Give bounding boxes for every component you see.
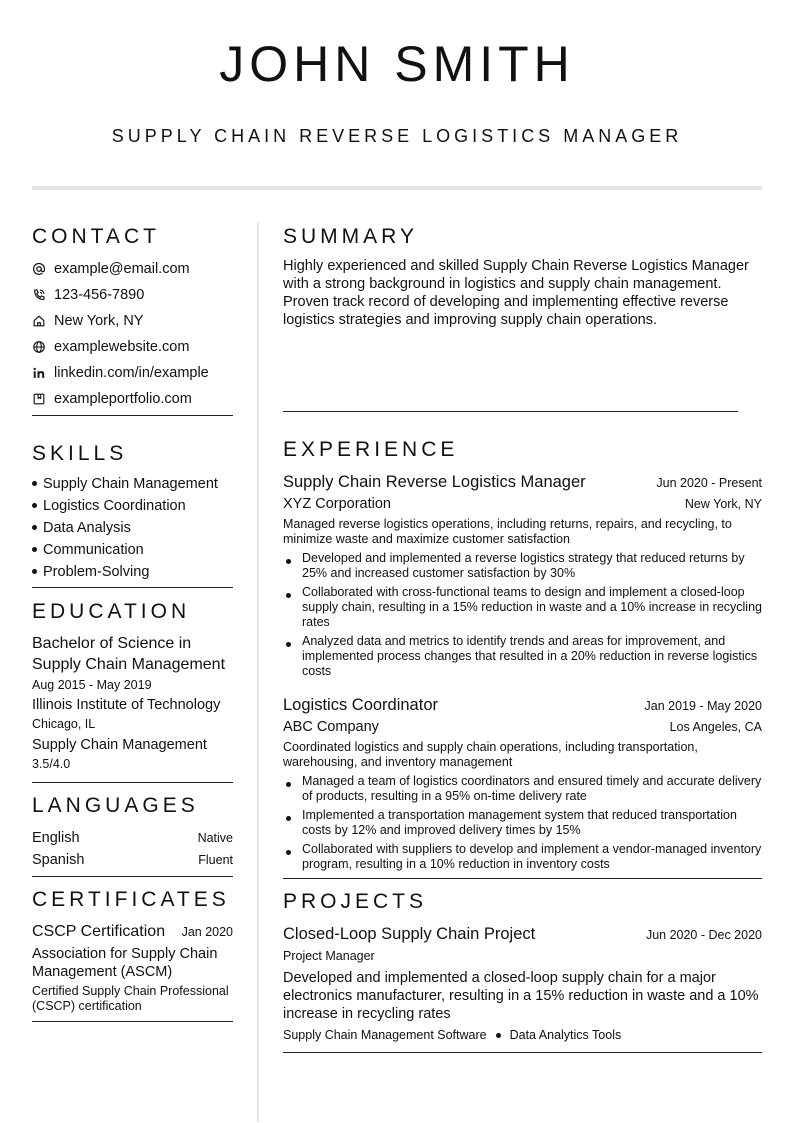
job-title: Logistics Coordinator [283, 696, 438, 714]
experience-divider [283, 878, 762, 879]
globe-icon [32, 340, 46, 354]
language-level: Native [197, 831, 233, 845]
languages-heading: LANGUAGES [32, 794, 199, 817]
summary-text: Highly experienced and skilled Supply Chain Reverse Logistics Manager with a strong background in logistics and supply chain management. Proven track record of developing and implementing effective reverse logistics strategies and improving supply chain operations. [283, 258, 749, 328]
project-tech-list [283, 1026, 762, 1044]
job-title: SUPPLY CHAIN REVERSE LOGISTICS MANAGER [111, 126, 683, 146]
certificate-description: Certified Supply Chain Professional (CSCP) certification [32, 984, 229, 1013]
skills-divider [32, 587, 233, 588]
certificates-heading: CERTIFICATES [32, 888, 230, 911]
bullet-dot [32, 503, 37, 508]
education-degree: Bachelor of Science in Supply Chain Management [32, 635, 226, 673]
skill-item: Problem-Solving [32, 561, 233, 583]
bullet-dot [496, 1033, 501, 1038]
right-column [283, 224, 762, 1053]
certificate-date: Jan 2020 [181, 925, 233, 939]
education-divider [32, 782, 233, 783]
skills-heading: SKILLS [32, 442, 128, 465]
job-bullets [283, 774, 762, 872]
summary-section [283, 224, 762, 412]
job-bullet: Implemented a transportation management system that reduced transportation costs by 12% and improved delivery times by 15% [283, 808, 762, 838]
project-tech-item: Supply Chain Management Software [283, 1028, 487, 1042]
job-bullet: Collaborated with suppliers to develop and implement a vendor-managed inventory program, resulting in a 10% reduction in inventory costs [283, 842, 762, 872]
bullet-dot [32, 569, 37, 574]
education-location: Chicago, IL [32, 717, 96, 731]
bullet-dot [286, 593, 291, 598]
job-bullet: Developed and implemented a reverse logistics strategy that reduced returns by 25% and increased customer satisfaction by 30% [283, 551, 762, 581]
certificates-section [32, 887, 233, 1022]
language-level: Fluent [198, 853, 233, 867]
project-title: Closed-Loop Supply Chain Project [283, 925, 536, 943]
at-icon [32, 262, 46, 276]
contact-linkedin[interactable] [32, 360, 233, 386]
languages-divider [32, 876, 233, 877]
summary-heading: SUMMARY [283, 225, 418, 248]
project-header [283, 923, 762, 945]
projects-heading: PROJECTS [283, 890, 428, 913]
left-column [32, 224, 233, 1022]
bullet-dot [32, 547, 37, 552]
bullet-dot [286, 642, 291, 647]
bullet-dot [286, 816, 291, 821]
job-company-row [283, 716, 762, 738]
job-header [283, 471, 762, 493]
project-description: Developed and implemented a closed-loop supply chain for a major electronics manufacturer, resulting in a 15% reduction in waste and a 10% increase in recycling rates [283, 970, 759, 1022]
job-dates: Jan 2019 - May 2020 [644, 699, 762, 713]
bullet-dot [286, 782, 291, 787]
bullet-dot [32, 525, 37, 530]
contact-linkedin-text: linkedin.com/in/example [54, 365, 209, 381]
job-dates: Jun 2020 - Present [656, 476, 762, 490]
contact-email[interactable] [32, 256, 233, 282]
bullet-dot [286, 559, 291, 564]
education-dates: Aug 2015 - May 2019 [32, 678, 152, 692]
contact-website-text: examplewebsite.com [54, 339, 190, 355]
contact-portfolio-text: exampleportfolio.com [54, 391, 192, 407]
job-location: New York, NY [684, 497, 762, 511]
language-name: Spanish [32, 852, 85, 868]
education-school: Illinois Institute of Technology [32, 697, 221, 713]
contact-website[interactable] [32, 334, 233, 360]
portfolio-icon [32, 392, 46, 406]
contact-email-text: example@email.com [54, 261, 190, 277]
language-name: English [32, 830, 80, 846]
job-bullet: Collaborated with cross-functional teams to design and implement a closed-loop supply chain, resulting in a 15% reduction in waste and a 10% increase in recycling rates [283, 585, 762, 630]
job-company: XYZ Corporation [283, 496, 391, 512]
education-field: Supply Chain Management [32, 737, 207, 753]
linkedin-icon [32, 366, 46, 380]
skills-section [32, 441, 233, 588]
certificate-name: CSCP Certification [32, 923, 166, 940]
certificate-header [32, 921, 233, 943]
bullet-dot [286, 850, 291, 855]
job-company: ABC Company [283, 719, 379, 735]
job-title: Supply Chain Reverse Logistics Manager [283, 473, 586, 491]
education-gpa: 3.5/4.0 [32, 757, 71, 771]
candidate-name: JOHN SMITH [219, 36, 575, 92]
contact-location-text: New York, NY [54, 313, 144, 329]
contact-portfolio[interactable] [32, 386, 233, 412]
job-bullet: Analyzed data and metrics to identify trends and areas for improvement, and implemented process changes that resulted in a 20% reduction in reverse logistics costs [283, 634, 762, 679]
job-bullets [283, 551, 762, 679]
job-location: Los Angeles, CA [669, 720, 762, 734]
experience-section [283, 437, 762, 879]
job-entry [283, 471, 762, 679]
language-row [32, 849, 233, 871]
project-tech-item: Data Analytics Tools [509, 1028, 622, 1042]
contact-divider [32, 415, 233, 416]
job-description: Managed reverse logistics operations, including returns, repairs, and recycling, to minimize waste and maximize customer satisfaction [283, 517, 732, 546]
contact-location [32, 308, 233, 334]
contact-section [32, 224, 233, 416]
education-section [32, 599, 233, 783]
project-role: Project Manager [283, 949, 375, 963]
phone-icon [32, 288, 46, 302]
home-icon [32, 314, 46, 328]
job-description: Coordinated logistics and supply chain operations, including transportation, warehousing, and inventory management [283, 740, 698, 769]
skill-item: Data Analysis [32, 517, 233, 539]
header-divider [32, 186, 762, 190]
column-divider [257, 222, 259, 1122]
certificate-issuer: Association for Supply Chain Management (ASCM) [32, 946, 218, 980]
language-row [32, 827, 233, 849]
skill-item: Logistics Coordination [32, 495, 233, 517]
summary-divider [283, 411, 738, 412]
contact-phone-text: 123-456-7890 [54, 287, 145, 303]
projects-divider [283, 1052, 762, 1053]
contact-phone[interactable] [32, 282, 233, 308]
job-entry [283, 694, 762, 872]
job-header [283, 694, 762, 716]
projects-section [283, 889, 762, 1053]
job-company-row [283, 493, 762, 515]
education-heading: EDUCATION [32, 600, 191, 623]
job-bullet: Managed a team of logistics coordinators and ensured timely and accurate delivery of products, resulting in a 95% on-time delivery rate [283, 774, 762, 804]
skill-item: Communication [32, 539, 233, 561]
certificates-divider [32, 1021, 233, 1022]
contact-heading: CONTACT [32, 225, 160, 248]
project-dates: Jun 2020 - Dec 2020 [645, 928, 762, 942]
languages-section [32, 793, 233, 877]
bullet-dot [32, 481, 37, 486]
experience-heading: EXPERIENCE [283, 438, 459, 461]
skill-item: Supply Chain Management [32, 473, 233, 495]
